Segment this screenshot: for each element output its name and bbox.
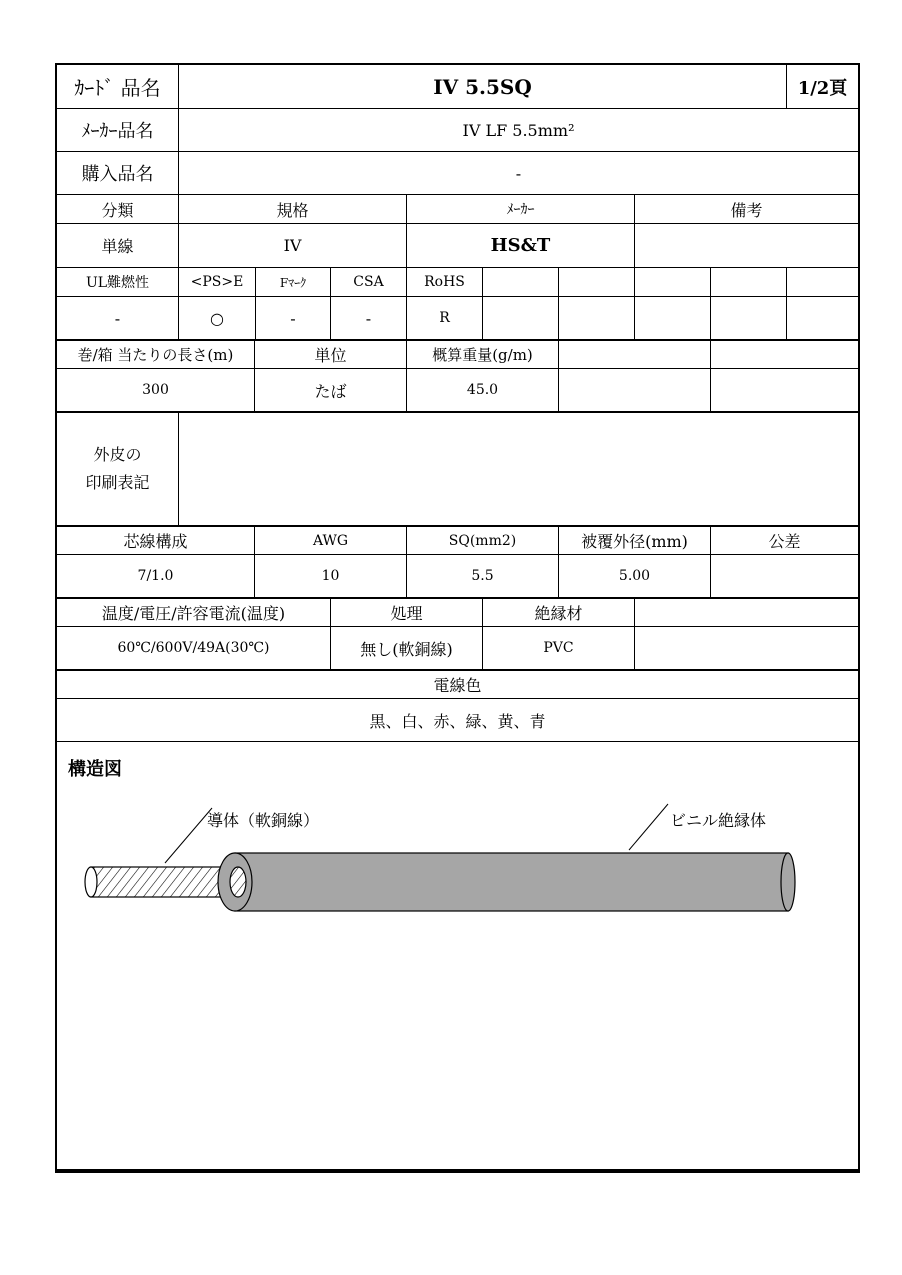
classification-header: 分類 bbox=[101, 200, 134, 220]
insulation-label: ビニル絶縁体 bbox=[670, 811, 767, 830]
blank-header-1 bbox=[482, 268, 558, 296]
csa-header: CSA bbox=[330, 268, 406, 296]
packaging-header-row bbox=[57, 339, 858, 368]
rating-blank-value bbox=[634, 627, 858, 669]
card-name-value: IV 5.5SQ bbox=[178, 65, 786, 108]
rating-value-row bbox=[57, 626, 858, 669]
wire-color-value-row bbox=[57, 698, 858, 741]
treatment-value: 無し(軟銅線) bbox=[330, 627, 482, 669]
standard-value: IV bbox=[178, 224, 406, 267]
unit-value: たば bbox=[254, 369, 406, 411]
rohs-header: RoHS bbox=[406, 268, 482, 296]
length-header: 巻/箱 当たりの長さ(m) bbox=[77, 346, 234, 364]
csa-value: - bbox=[330, 297, 406, 339]
insulation-material-header: 絶縁材 bbox=[482, 599, 634, 626]
conductor-value-row bbox=[57, 554, 858, 597]
spec-sheet bbox=[55, 63, 860, 1173]
length-value: 300 bbox=[142, 382, 169, 398]
certification-header-row bbox=[57, 267, 858, 296]
page-number: 1/2頁 bbox=[786, 65, 858, 108]
print-marking-value bbox=[178, 413, 858, 525]
rohs-value: R bbox=[406, 297, 482, 339]
wire-color-header: 電線色 bbox=[433, 676, 482, 695]
f-mark-value: - bbox=[255, 297, 330, 339]
pse-header: <PS>E bbox=[178, 268, 255, 296]
awg-header: AWG bbox=[254, 527, 406, 554]
packaging-blank-header-1 bbox=[558, 341, 710, 368]
print-marking-row bbox=[57, 411, 858, 525]
ul-value: - bbox=[114, 308, 121, 328]
insulation-shape bbox=[218, 853, 795, 911]
conductor-leader-line bbox=[165, 808, 212, 863]
strand-value: 7/1.0 bbox=[137, 568, 174, 584]
blank-value-4 bbox=[710, 297, 786, 339]
tolerance-header: 公差 bbox=[710, 527, 858, 554]
blank-value-5 bbox=[786, 297, 858, 339]
remarks-value bbox=[634, 224, 858, 267]
unit-header: 単位 bbox=[254, 341, 406, 368]
maker-name-label: ﾒｰｶｰ品名 bbox=[81, 121, 154, 142]
rating-blank-header bbox=[634, 599, 858, 626]
blank-header-3 bbox=[634, 268, 710, 296]
weight-header: 概算重量(g/m) bbox=[406, 341, 558, 368]
blank-value-2 bbox=[558, 297, 634, 339]
packaging-value-row bbox=[57, 368, 858, 411]
wire-color-value: 黒、白、赤、緑、黄、青 bbox=[369, 711, 546, 731]
insulation-leader-line bbox=[629, 804, 668, 850]
maker-name-row bbox=[57, 108, 858, 151]
maker-value: HS&T bbox=[406, 224, 634, 267]
blank-header-4 bbox=[710, 268, 786, 296]
structure-diagram-title: 構造図 bbox=[68, 759, 122, 780]
conductor-face bbox=[230, 867, 246, 897]
blank-value-1 bbox=[482, 297, 558, 339]
f-mark-header: Fﾏｰｸ bbox=[255, 268, 330, 296]
packaging-blank-value-1 bbox=[558, 369, 710, 411]
treatment-header: 処理 bbox=[330, 599, 482, 626]
classification-value-row bbox=[57, 223, 858, 267]
sq-header: SQ(mm2) bbox=[406, 527, 558, 554]
rating-header: 温度/電圧/許容電流(温度) bbox=[101, 604, 286, 623]
card-name-row bbox=[57, 65, 858, 108]
outer-diameter-header: 被覆外径(mm) bbox=[558, 527, 710, 554]
conductor-header-row bbox=[57, 525, 858, 554]
maker-name-value: IV LF 5.5mm² bbox=[178, 109, 858, 151]
awg-value: 10 bbox=[254, 555, 406, 597]
conductor-label: 導体（軟銅線） bbox=[207, 811, 320, 830]
purchase-name-value: - bbox=[178, 152, 858, 194]
blank-value-3 bbox=[634, 297, 710, 339]
card-name-label: ｶｰﾄﾞ 品名 bbox=[74, 76, 161, 100]
strand-header: 芯線構成 bbox=[123, 532, 188, 551]
rating-header-row bbox=[57, 597, 858, 626]
remarks-header: 備考 bbox=[634, 195, 858, 223]
pse-value: ○ bbox=[178, 297, 255, 339]
structure-diagram bbox=[57, 741, 858, 1169]
packaging-blank-value-2 bbox=[710, 369, 858, 411]
classification-value: 単線 bbox=[101, 237, 134, 256]
insulation-end bbox=[781, 853, 795, 911]
sq-value: 5.5 bbox=[406, 555, 558, 597]
insulation-material-value: PVC bbox=[482, 627, 634, 669]
purchase-name-row bbox=[57, 151, 858, 194]
print-marking-label-line1: 外皮の bbox=[93, 445, 142, 464]
print-marking-label-line2: 印刷表記 bbox=[85, 473, 150, 492]
packaging-blank-header-2 bbox=[710, 341, 858, 368]
insulation-body bbox=[235, 853, 788, 911]
blank-header-5 bbox=[786, 268, 858, 296]
ul-header: UL難燃性 bbox=[85, 275, 150, 291]
standard-header: 規格 bbox=[178, 195, 406, 223]
wire-color-header-row bbox=[57, 669, 858, 698]
maker-header: ﾒｰｶｰ bbox=[406, 195, 634, 223]
tolerance-value bbox=[710, 555, 858, 597]
outer-diameter-value: 5.00 bbox=[558, 555, 710, 597]
rating-value: 60℃/600V/49A(30℃) bbox=[117, 640, 270, 656]
weight-value: 45.0 bbox=[406, 369, 558, 411]
purchase-name-label: 購入品名 bbox=[81, 164, 154, 185]
print-marking-label bbox=[57, 413, 178, 525]
certification-value-row bbox=[57, 296, 858, 339]
blank-header-2 bbox=[558, 268, 634, 296]
classification-header-row bbox=[57, 194, 858, 223]
cable-drawing bbox=[57, 742, 858, 1170]
